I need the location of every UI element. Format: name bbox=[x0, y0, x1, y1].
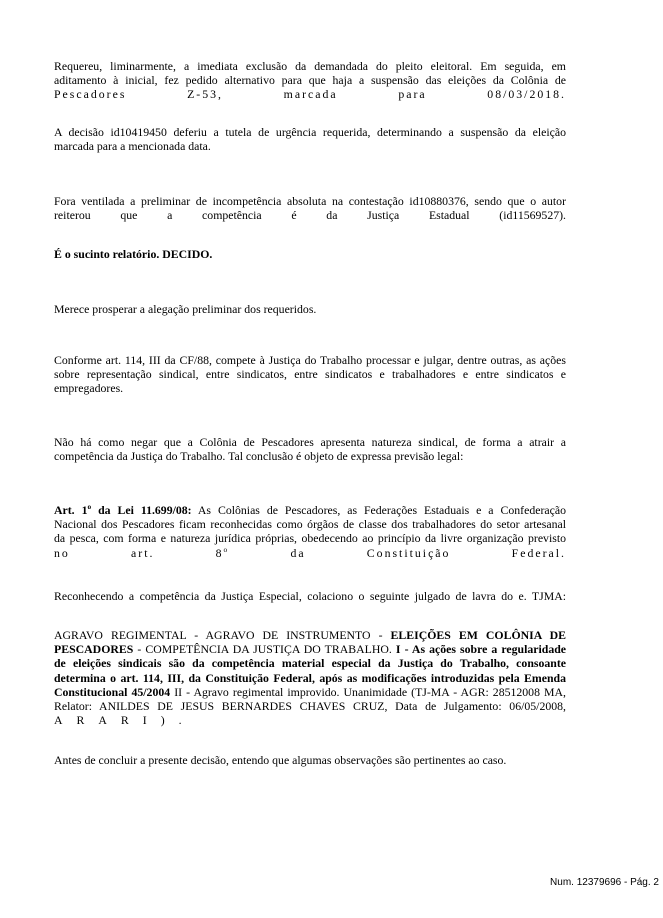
citation-text: no art. 8 bbox=[54, 545, 224, 560]
paragraph-line: aditamento à inicial, fez pedido alternativo para que haja a suspensão das eleições da Colônia de bbox=[54, 73, 566, 88]
paragraph-line bbox=[54, 546, 566, 560]
decision-heading: É o sucinto relatório. DECIDO. bbox=[54, 247, 213, 261]
quote-emphasis: ELEIÇÕES EM COLÔNIA DE bbox=[390, 628, 566, 642]
citation-law-number: da Lei 11.699/08: bbox=[98, 503, 192, 517]
paragraph-constitutional-basis bbox=[54, 353, 566, 396]
paragraph-line: A decisão id10419450 deferiu a tutela de urgência requerida, determinando a suspensão da eleição bbox=[54, 125, 566, 139]
quote-text: AGRAVO REGIMENTAL - AGRAVO DE INSTRUMENTO - bbox=[54, 628, 383, 642]
citation-text: As Colônias de Pescadores, as Federações Estaduais e a Confederação bbox=[197, 503, 566, 517]
quote-emphasis: PESCADORES bbox=[54, 642, 134, 657]
paragraph-line: Conforme art. 114, III da CF/88, compete à Justiça do Trabalho processar e julgar, dentre outras, as ações bbox=[54, 353, 566, 367]
paragraph-line bbox=[54, 503, 566, 517]
paragraph-line: empregadores. bbox=[54, 381, 124, 396]
paragraph-closing-remark bbox=[54, 753, 566, 767]
paragraph-line: competência da Justiça do Trabalho. Tal conclusão é objeto de expressa previsão legal: bbox=[54, 449, 464, 464]
paragraph-line: Antes de concluir a presente decisão, entendo que algumas observações são pertinentes ao caso. bbox=[54, 753, 507, 767]
law-citation-reference bbox=[54, 503, 192, 517]
paragraph-line: Requereu, liminarmente, a imediata exclusão da demandada do pleito eleitoral. Em seguida, em bbox=[54, 59, 566, 73]
paragraph-line: de eleições sindicais são da competência material especial da Justiça do Trabalho, consoante bbox=[54, 656, 566, 671]
paragraph-preliminary-decision bbox=[54, 125, 566, 153]
paragraph-line: marcada para a mencionada data. bbox=[54, 139, 211, 154]
paragraph-line: Pescadores Z-53, marcada para 08/03/2018. bbox=[54, 87, 566, 102]
paragraph-jurisprudence-quote bbox=[54, 628, 566, 727]
paragraph-incompetence-claim bbox=[54, 194, 566, 222]
paragraph-line: Reconhecendo a competência da Justiça Especial, colaciono o seguinte julgado de lavra do e. TJMA: bbox=[54, 589, 566, 603]
paragraph-request bbox=[54, 59, 566, 102]
paragraph-merit-statement bbox=[54, 302, 566, 316]
paragraph-line: ARARI). bbox=[54, 713, 196, 728]
paragraph-union-nature bbox=[54, 435, 566, 463]
paragraph-line bbox=[54, 642, 566, 656]
paragraph-line: sobre representação sindical, entre sindicatos, entre sindicatos e trabalhadores e entre sindicatos e bbox=[54, 367, 566, 382]
paragraph-line: Não há como negar que a Colônia de Pescadores apresenta natureza sindical, de forma a atrair a bbox=[54, 435, 566, 449]
paragraph-line: Merece prosperar a alegação preliminar dos requeridos. bbox=[54, 302, 317, 316]
page-reference-footer: Num. 12379696 - Pág. 2 bbox=[550, 877, 659, 888]
paragraph-line: Nacional dos Pescadores ficam reconhecidas como órgãos de classe dos trabalhadores do setor artesanal bbox=[54, 517, 566, 532]
paragraph-line: Fora ventilada a preliminar de incompetência absoluta na contestação id10880376, sendo que o autor bbox=[54, 194, 566, 208]
quote-text: II - Agravo regimental improvido. Unanimidade (TJ-MA - AGR: 28512008 MA, bbox=[174, 684, 566, 699]
paragraph-line: Relator: ANILDES DE JESUS BERNARDES CHAVES CRUZ, Data de Julgamento: 06/05/2008, bbox=[54, 699, 566, 714]
paragraph-line bbox=[54, 628, 566, 642]
quote-emphasis: Constitucional 45/2004 bbox=[54, 684, 171, 699]
paragraph-jurisprudence-intro bbox=[54, 589, 566, 603]
paragraph-law-citation bbox=[54, 503, 566, 560]
paragraph-line bbox=[54, 685, 566, 699]
paragraph-line: reiterou que a competência é da Justiça Estadual (id11569527). bbox=[54, 208, 566, 223]
paragraph-line: da pesca, com forma e natureza jurídica próprias, obedecendo ao princípio da livre organização previsto bbox=[54, 531, 566, 546]
paragraph-line: determina o art. 114, III, da Constituição Federal, após as modificações introduzidas pela Emenda bbox=[54, 670, 566, 685]
quote-emphasis: I - As ações sobre a regularidade bbox=[395, 642, 567, 657]
citation-text: da Constituição Federal. bbox=[290, 545, 566, 560]
ordinal-superscript: o bbox=[223, 544, 230, 554]
paragraph-report-conclusion bbox=[54, 247, 566, 261]
citation-article: Art. 1 bbox=[54, 503, 88, 517]
quote-text: - COMPETÊNCIA DA JUSTIÇA DO TRABALHO. bbox=[137, 642, 392, 657]
ordinal-superscript: o bbox=[87, 502, 92, 512]
